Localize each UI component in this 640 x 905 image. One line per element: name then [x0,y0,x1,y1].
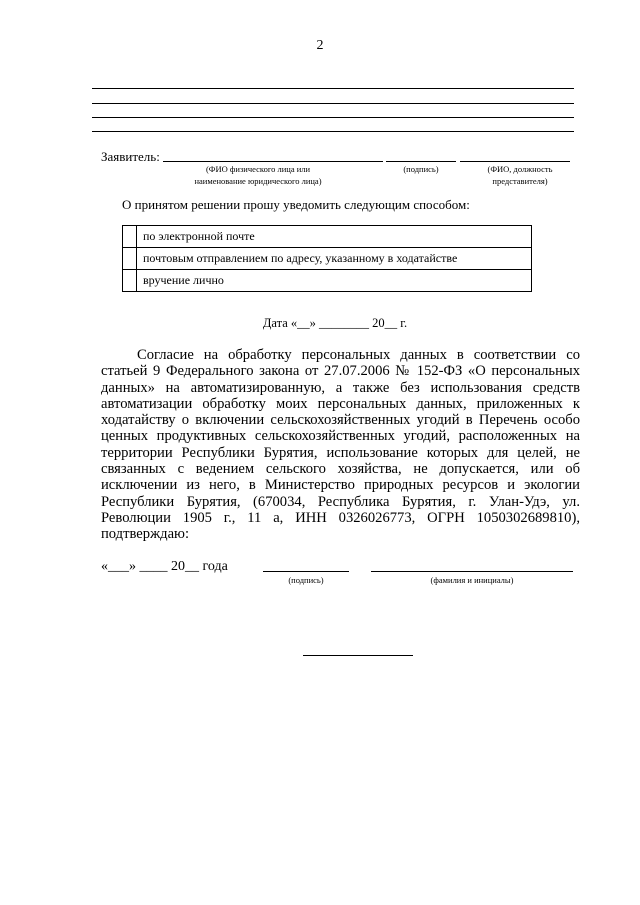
notification-prompt: О принятом решении прошу уведомить следующим способом: [122,197,470,212]
representative-caption-line-2: представителя) [492,176,548,186]
applicant-label: Заявитель: [101,149,160,164]
option-checkbox[interactable] [123,270,137,292]
consent-signature-caption [263,574,349,586]
end-divider [303,655,413,656]
representative-caption [466,163,574,187]
blank-line-3 [92,117,574,118]
date-line: Дата «__» ________ 20__ г. [262,316,408,330]
option-checkbox[interactable] [123,226,137,248]
name-caption-line-2: наименование юридического лица) [194,176,322,186]
applicant-signature-line[interactable] [386,161,456,162]
name-caption-line-1: (ФИО физического лица или [205,164,311,174]
consent-signature-line[interactable] [263,571,349,572]
name-caption [163,163,353,187]
option-label: почтовым отправлением по адресу, указанному в ходатайстве [137,248,532,270]
consent-text: Согласие на обработку персональных данных в соответствии со статьей 9 Федерального закона от 27.07.2006 № 152-ФЗ «О персональных данных» на автоматизированную, а также без использования средств автоматизации обработку моих персональных данных, приложенных к ходатайству о включении сельскохозяйственных угодий в Перечень особо ценных продуктивных сельскохозяйственных угодий, расположенных на территории Республики Бурятия, использование которых для целей, не связанных с ведением сельского хозяйства, не допускается, или об исключении из него, в Министерство природных ресурсов и экологии Республики Бурятия, (670034, Республика Бурятия, г. Улан-Удэ, ул. Революции 1905 г., 11 а, ИНН 0326026773, ОГРН 1050302689810), подтверждаю: [101,347,580,543]
notification-options-table [122,225,532,292]
blank-line-1 [92,88,574,89]
consent-date: «___» ____ 20__ года [101,559,228,574]
consent-name-caption-text: (фамилия и инициалы) [430,575,514,585]
option-label: по электронной почте [137,226,532,248]
signature-caption [386,163,456,175]
option-checkbox[interactable] [123,248,137,270]
notification-option-row[interactable] [123,226,532,248]
blank-line-4 [92,131,574,132]
blank-line-2 [92,103,574,104]
representative-line[interactable] [460,161,570,162]
applicant-name-line[interactable] [163,161,383,162]
consent-signature-caption-text: (подпись) [288,575,324,585]
representative-caption-line-1: (ФИО, должность [487,164,553,174]
consent-name-caption [371,574,573,586]
option-label: вручение лично [137,270,532,292]
notification-option-row[interactable] [123,270,532,292]
page-number: 2 [316,38,324,53]
consent-name-line[interactable] [371,571,573,572]
notification-option-row[interactable] [123,248,532,270]
signature-caption-text: (подпись) [403,164,439,174]
